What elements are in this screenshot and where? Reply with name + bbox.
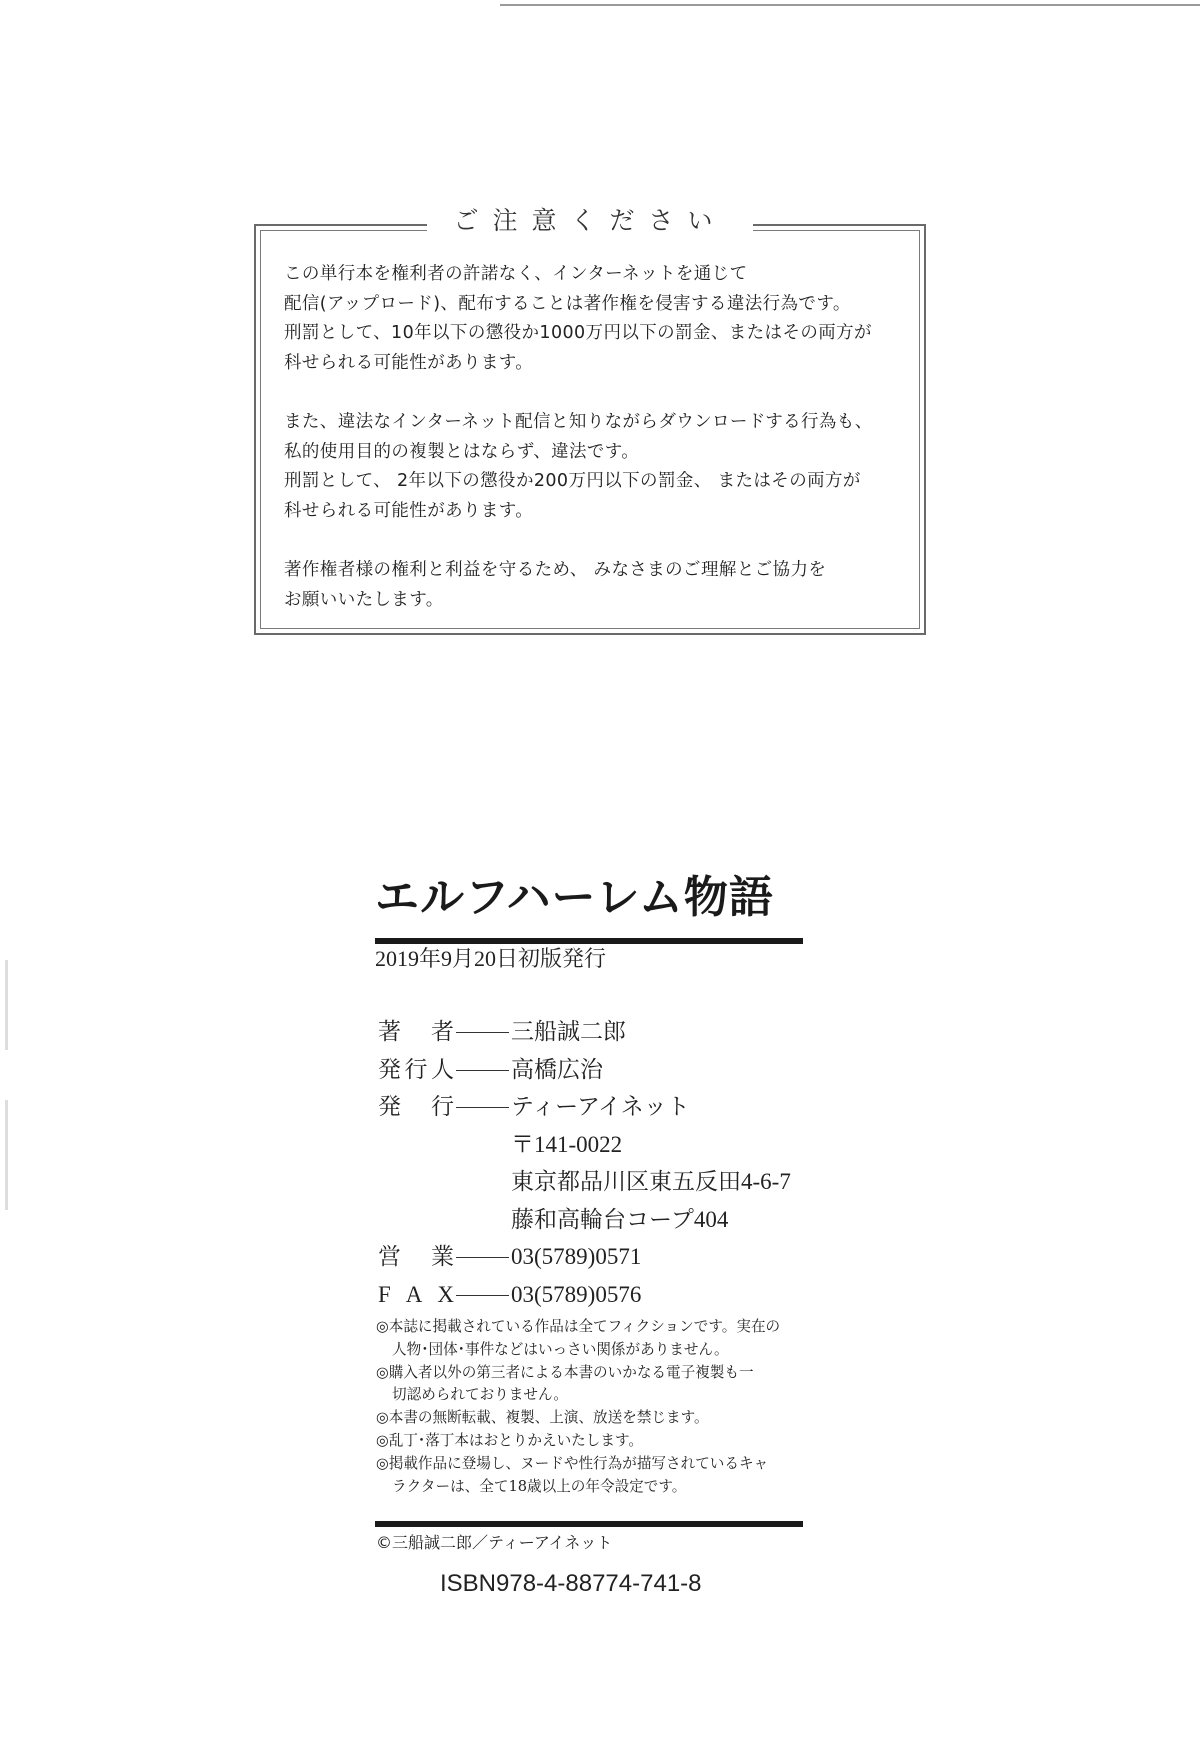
notice-paragraph-request [284, 556, 904, 615]
notice-line: 刑罰として、 2年以下の懲役か200万円以下の罰金、 またはその両方が [284, 471, 861, 492]
notice-paragraph-download [284, 408, 904, 526]
notice-line: 著作権者様の権利と利益を守るため、 みなさまのご理解とご協力を [284, 559, 827, 580]
contact-sales [378, 1238, 791, 1276]
scan-edge-line [500, 4, 1200, 6]
edition-date: 2019年9月20日初版発行 [375, 946, 607, 971]
notice-line: 科せられる可能性があります。 [284, 352, 534, 373]
paragraph-gap [284, 378, 904, 408]
contact-fax-number: 03(5789)0576 [511, 1281, 642, 1307]
address-postal-code: 〒141-0022 [511, 1131, 623, 1157]
credit-value: 高橋広治 [511, 1056, 603, 1082]
notice-line: 私的使用目的の複製とはならず、違法です。 [284, 441, 640, 462]
notice-line: 科せられる可能性があります。 [284, 500, 534, 521]
credit-author [378, 1013, 791, 1051]
credit-publisher-person [378, 1051, 791, 1089]
note-reproduction: ◎本書の無断転載、複製、上演、放送を禁じます。 [376, 1409, 709, 1427]
address-line: 東京都品川区東五反田4-6-7 [511, 1169, 791, 1194]
notice-heading-text: ご注意ください [427, 204, 752, 238]
book-title: エルフハーレム物語 [375, 872, 774, 923]
credit-label: 著 者 [378, 1019, 454, 1044]
note-age-cont: ラクターは、全て18歳以上の年令設定です。 [392, 1477, 687, 1495]
notice-line: お願いいたします。 [284, 589, 444, 610]
notice-body [284, 260, 904, 615]
notice-paragraph-upload [284, 260, 904, 378]
copyright-notice-box [254, 206, 926, 635]
credit-value: ティーアイネット [511, 1094, 690, 1119]
credit-dash [456, 1107, 509, 1108]
credit-label: 発 行 [378, 1094, 454, 1119]
notice-line: また、違法なインターネット配信と知りながらダウンロードする行為も、 [284, 411, 873, 432]
contact-fax [378, 1276, 791, 1314]
credit-dash [456, 1032, 509, 1033]
note-fiction: ◎本誌に掲載されている作品は全てフィクションです。実在の [376, 1318, 781, 1335]
credit-dash [456, 1295, 509, 1296]
copyright-line: ©三船誠二郎／ティーアイネット [376, 1533, 613, 1552]
credit-dash [456, 1070, 509, 1071]
note-fiction-cont: 人物･団体･事件などはいっさい関係がありません。 [392, 1340, 729, 1358]
notice-line: 配信(アップロード)、配布することは著作権を侵害する違法行為です。 [284, 293, 851, 314]
notice-line: 刑罰として、10年以下の懲役か1000万円以下の罰金、またはその両方が [284, 323, 872, 344]
contact-label: 営 業 [378, 1244, 454, 1269]
contact-label: F A X [378, 1281, 454, 1307]
note-replacement: ◎乱丁･落丁本はおとりかえいたします。 [376, 1431, 643, 1449]
bottom-rule [375, 1521, 803, 1527]
scan-edge-mark [5, 960, 8, 1050]
note-age: ◎掲載作品に登場し、ヌードや性行為が描写されているキャ [376, 1454, 769, 1472]
paragraph-gap [284, 526, 904, 556]
isbn: ISBN978-4-88774-741-8 [440, 1570, 702, 1597]
contact-phone: 03(5789)0571 [511, 1244, 642, 1269]
notice-heading [256, 204, 924, 238]
legal-notes [376, 1316, 780, 1498]
credit-publisher [378, 1088, 791, 1126]
note-digital-copy-cont: 切認められておりません。 [392, 1386, 569, 1404]
address-building: 藤和高輪台コープ404 [511, 1206, 729, 1232]
scan-edge-mark [5, 1100, 8, 1210]
credits-block [378, 1013, 791, 1313]
notice-line: この単行本を権利者の許諾なく、インターネットを通じて [284, 264, 748, 284]
credit-value: 三船誠二郎 [511, 1019, 626, 1044]
credit-label: 発行人 [378, 1056, 454, 1082]
credit-dash [456, 1257, 509, 1258]
note-digital-copy: ◎購入者以外の第三者による本書のいかなる電子複製も一 [376, 1363, 754, 1381]
